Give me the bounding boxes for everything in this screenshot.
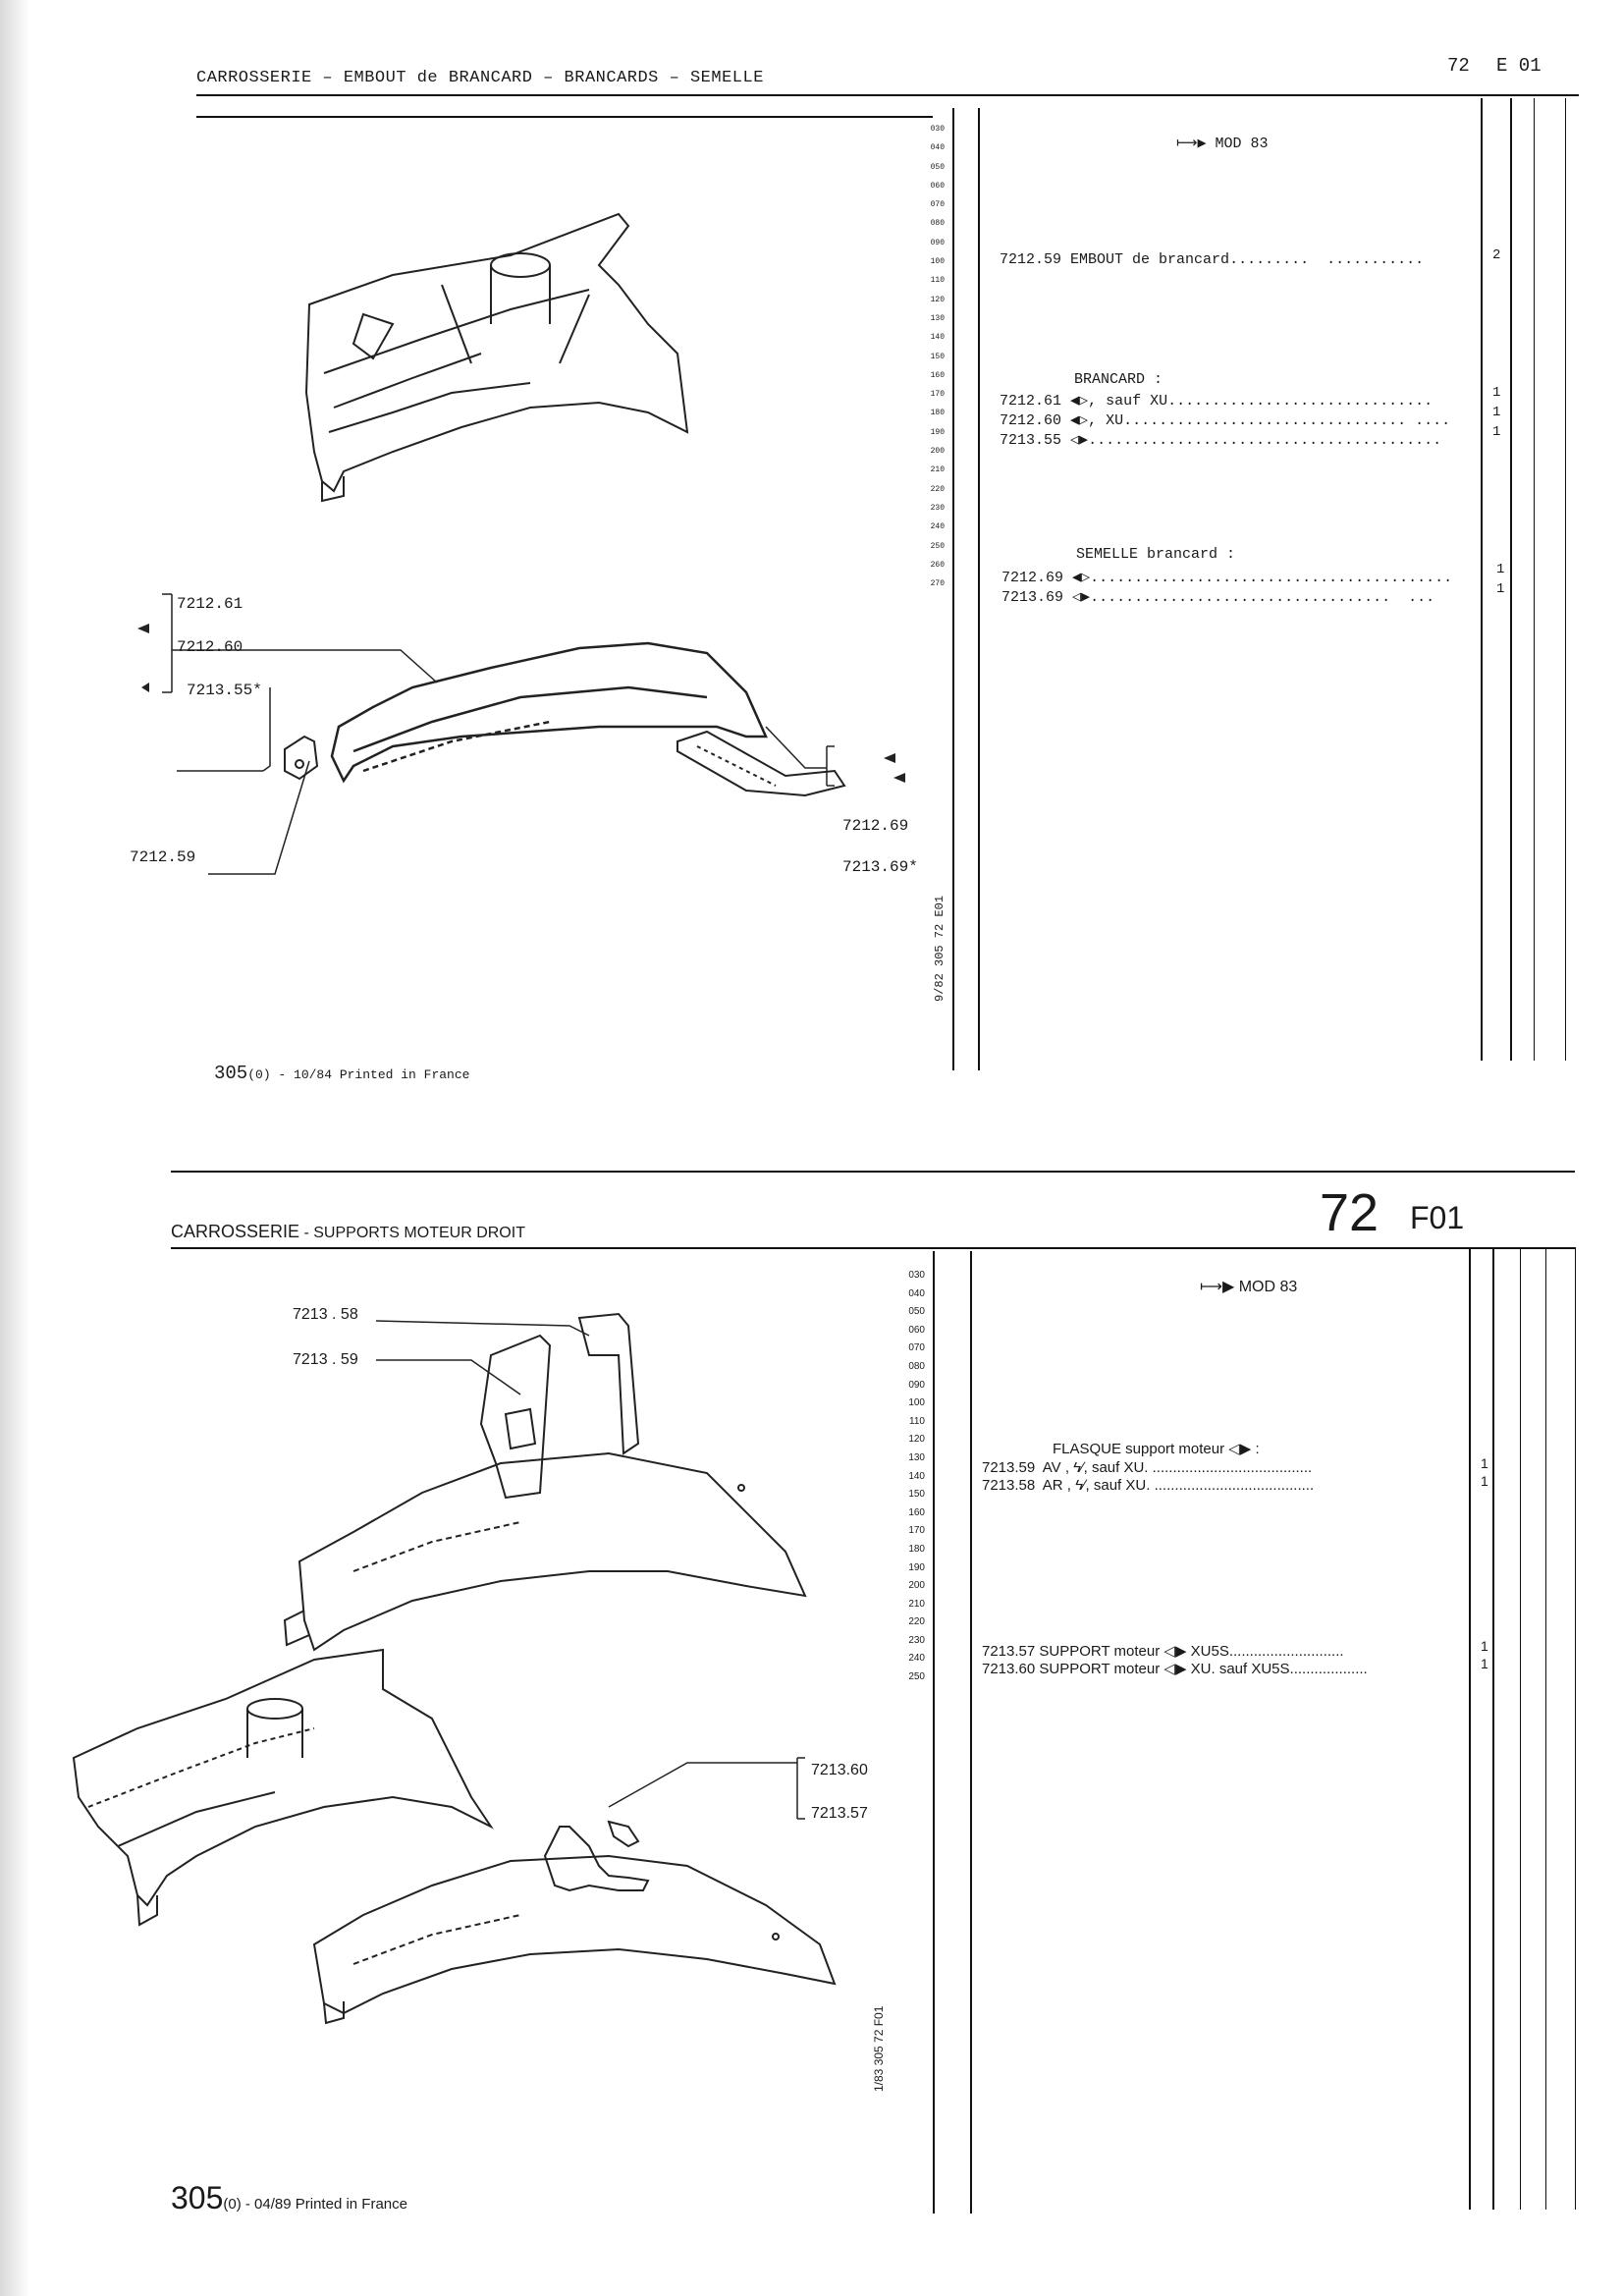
- bottom-exploded-drawing: [59, 1296, 903, 2043]
- av-symbol-icon: AV , ϟ∕,: [1042, 1459, 1092, 1476]
- line-number: 030: [930, 125, 945, 134]
- line-number: 240: [930, 522, 945, 532]
- line-number: 150: [930, 352, 945, 361]
- qty-semelle-1: 1: [1496, 562, 1505, 577]
- qty-brancard-3: 1: [1492, 424, 1501, 440]
- line-number: 090: [930, 238, 945, 247]
- line-number: 250: [930, 541, 945, 551]
- callout-7213-55: 7213.55*: [187, 682, 262, 699]
- line-number: 070: [930, 200, 945, 210]
- line-number: 160: [930, 370, 945, 380]
- rh-symbol-icon: ◁▶: [1163, 1643, 1187, 1660]
- top-rule-5: [1534, 98, 1535, 1061]
- line-number: 190: [930, 427, 945, 437]
- bottom-header-rule: [171, 1247, 1575, 1249]
- bottom-line-numbers: [901, 1267, 925, 1687]
- mod-arrow-icon: ⟼▶: [1200, 1279, 1239, 1295]
- callout-7213-57: 7213.57: [811, 1805, 868, 1822]
- top-rule-4: [1510, 98, 1512, 1061]
- line-number: 130: [930, 313, 945, 323]
- lh-rh-symbol-icon: ◀▷: [1070, 393, 1089, 410]
- line-number: 230: [930, 503, 945, 513]
- qty-brancard-2: 1: [1492, 405, 1501, 420]
- callout-7213-69: 7213.69*: [842, 858, 918, 876]
- line-number: 070: [908, 1342, 925, 1354]
- bottom-sheet-title: CARROSSERIE - SUPPORTS MOTEUR DROIT: [171, 1222, 525, 1241]
- line-number: 170: [930, 390, 945, 400]
- top-exploded-drawing: [98, 196, 923, 903]
- qty-embout: 2: [1492, 247, 1501, 263]
- line-number: 220: [930, 484, 945, 494]
- bottom-vertical-code: 1/83 305 72 F01: [872, 2005, 886, 2092]
- qty-brancard-1: 1: [1492, 385, 1501, 401]
- qty-flasque-2: 1: [1481, 1473, 1488, 1489]
- top-rule-1: [952, 108, 954, 1070]
- bottom-rule-4: [1492, 1247, 1494, 2210]
- sheet-divider: [171, 1171, 1575, 1173]
- line-number: 060: [930, 181, 945, 191]
- bottom-rule-3: [1469, 1247, 1471, 2210]
- lh-symbol-icon: ◀▷: [1072, 570, 1091, 586]
- line-number: 250: [908, 1671, 925, 1683]
- mod-arrow-icon: ⟼▶: [1176, 136, 1216, 152]
- callout-7213-59: 7213 . 59: [293, 1351, 358, 1368]
- line-number: 200: [908, 1580, 925, 1592]
- line-number: 150: [908, 1489, 925, 1501]
- line-number: 100: [908, 1397, 925, 1409]
- callout-7212-61: 7212.61: [177, 595, 243, 613]
- line-number: 270: [930, 579, 945, 589]
- top-vertical-code: 9/82 305 72 E01: [933, 895, 947, 1002]
- bottom-rule-7: [1575, 1247, 1576, 2210]
- rh-symbol-icon: ◁▶: [1228, 1441, 1252, 1457]
- line-number: 130: [908, 1451, 925, 1463]
- rh-symbol-icon: ◁▶: [1072, 589, 1091, 606]
- bottom-rule-2: [970, 1251, 972, 2214]
- line-number: 160: [908, 1506, 925, 1518]
- bottom-rule-1: [933, 1251, 935, 2214]
- top-footer: 305(0) - 10/84 Printed in France: [214, 1063, 470, 1084]
- bottom-rule-6: [1545, 1247, 1546, 2210]
- part-row-support-2: 7213.60 SUPPORT moteur ◁▶ XU. sauf XU5S...................: [982, 1661, 1368, 1677]
- top-page-code: E 01: [1496, 55, 1542, 77]
- line-number: 050: [908, 1306, 925, 1318]
- qty-semelle-2: 1: [1496, 581, 1505, 597]
- qty-flasque-1: 1: [1481, 1455, 1488, 1471]
- line-number: 180: [908, 1543, 925, 1555]
- line-number: 100: [930, 257, 945, 267]
- line-number: 210: [908, 1598, 925, 1610]
- semelle-heading: SEMELLE brancard :: [1076, 546, 1236, 563]
- flasque-heading: FLASQUE support moteur ◁▶ :: [1053, 1441, 1260, 1457]
- line-number: 220: [908, 1616, 925, 1628]
- line-number: 060: [908, 1324, 925, 1336]
- scan-edge: [0, 0, 29, 2296]
- line-number: 140: [908, 1470, 925, 1482]
- qty-support-1: 1: [1481, 1638, 1488, 1654]
- top-header-rule: [196, 94, 1579, 96]
- line-number: 190: [908, 1561, 925, 1573]
- line-number: 170: [908, 1525, 925, 1537]
- part-row-brancard-2: 7212.60 ◀▷, XU................................ ....: [1000, 412, 1451, 429]
- top-mod-label: ⟼▶ MOD 83: [1176, 136, 1269, 152]
- line-number: 230: [908, 1634, 925, 1646]
- part-row-flasque-1: 7213.59 AV , ϟ∕, sauf XU. .......................................: [982, 1459, 1313, 1476]
- line-number: 180: [930, 409, 945, 418]
- part-row-support-1: 7213.57 SUPPORT moteur ◁▶ XU5S............................: [982, 1643, 1344, 1660]
- rh-symbol-icon: ◁▶: [1070, 432, 1089, 449]
- line-number: 110: [930, 276, 945, 286]
- bottom-footer: 305(0) - 04/89 Printed in France: [171, 2180, 407, 2215]
- top-line-numbers: [923, 120, 945, 593]
- line-number: 110: [909, 1415, 925, 1427]
- line-number: 050: [930, 162, 945, 172]
- bottom-rule-5: [1520, 1247, 1521, 2210]
- qty-support-2: 1: [1481, 1656, 1488, 1671]
- part-row-flasque-2: 7213.58 AR , ϟ∕, sauf XU. .......................................: [982, 1477, 1315, 1494]
- bottom-page-number: 72: [1320, 1183, 1380, 1242]
- top-rule-2: [978, 108, 980, 1070]
- part-row-semelle-2: 7213.69 ◁▶.................................. ...: [1001, 589, 1435, 606]
- callout-7212-69: 7212.69: [842, 817, 909, 835]
- line-number: 040: [908, 1287, 925, 1299]
- line-number: 210: [930, 465, 945, 475]
- bottom-page-code: F01: [1410, 1200, 1465, 1235]
- line-number: 030: [908, 1270, 925, 1281]
- ar-symbol-icon: AR , ϟ∕,: [1042, 1477, 1094, 1494]
- line-number: 120: [908, 1434, 925, 1446]
- line-number: 040: [930, 143, 945, 153]
- callout-7212-60: 7212.60: [177, 638, 243, 656]
- brancard-heading: BRANCARD :: [1074, 371, 1163, 388]
- part-row-semelle-1: 7212.69 ◀▷.........................................: [1001, 570, 1453, 586]
- rh-symbol-icon: ◁▶: [1163, 1661, 1187, 1677]
- line-number: 080: [930, 219, 945, 229]
- lh-rh-symbol-icon: ◀▷: [1070, 412, 1089, 429]
- line-number: 240: [908, 1653, 925, 1665]
- top-page-number: 72: [1447, 55, 1470, 77]
- top-drawing-rule: [196, 116, 933, 118]
- line-number: 200: [930, 447, 945, 457]
- part-row-brancard-3: 7213.55 ◁▶........................................: [1000, 432, 1442, 449]
- part-row-embout: 7212.59 EMBOUT de brancard......... ...........: [1000, 251, 1425, 268]
- top-rule-3: [1481, 98, 1483, 1061]
- line-number: 090: [908, 1379, 925, 1391]
- callout-7212-59: 7212.59: [130, 848, 196, 866]
- line-number: 120: [930, 295, 945, 304]
- bottom-mod-label: ⟼▶ MOD 83: [1200, 1279, 1298, 1295]
- line-number: 140: [930, 333, 945, 343]
- line-number: 080: [908, 1360, 925, 1372]
- callout-7213-60: 7213.60: [811, 1762, 868, 1778]
- line-number: 260: [930, 560, 945, 570]
- top-rule-6: [1565, 98, 1566, 1061]
- callout-7213-58: 7213 . 58: [293, 1306, 358, 1323]
- part-row-brancard-1: 7212.61 ◀▷, sauf XU..............................: [1000, 393, 1434, 410]
- top-sheet-title: CARROSSERIE – EMBOUT de BRANCARD – BRANCARDS – SEMELLE: [196, 69, 764, 87]
